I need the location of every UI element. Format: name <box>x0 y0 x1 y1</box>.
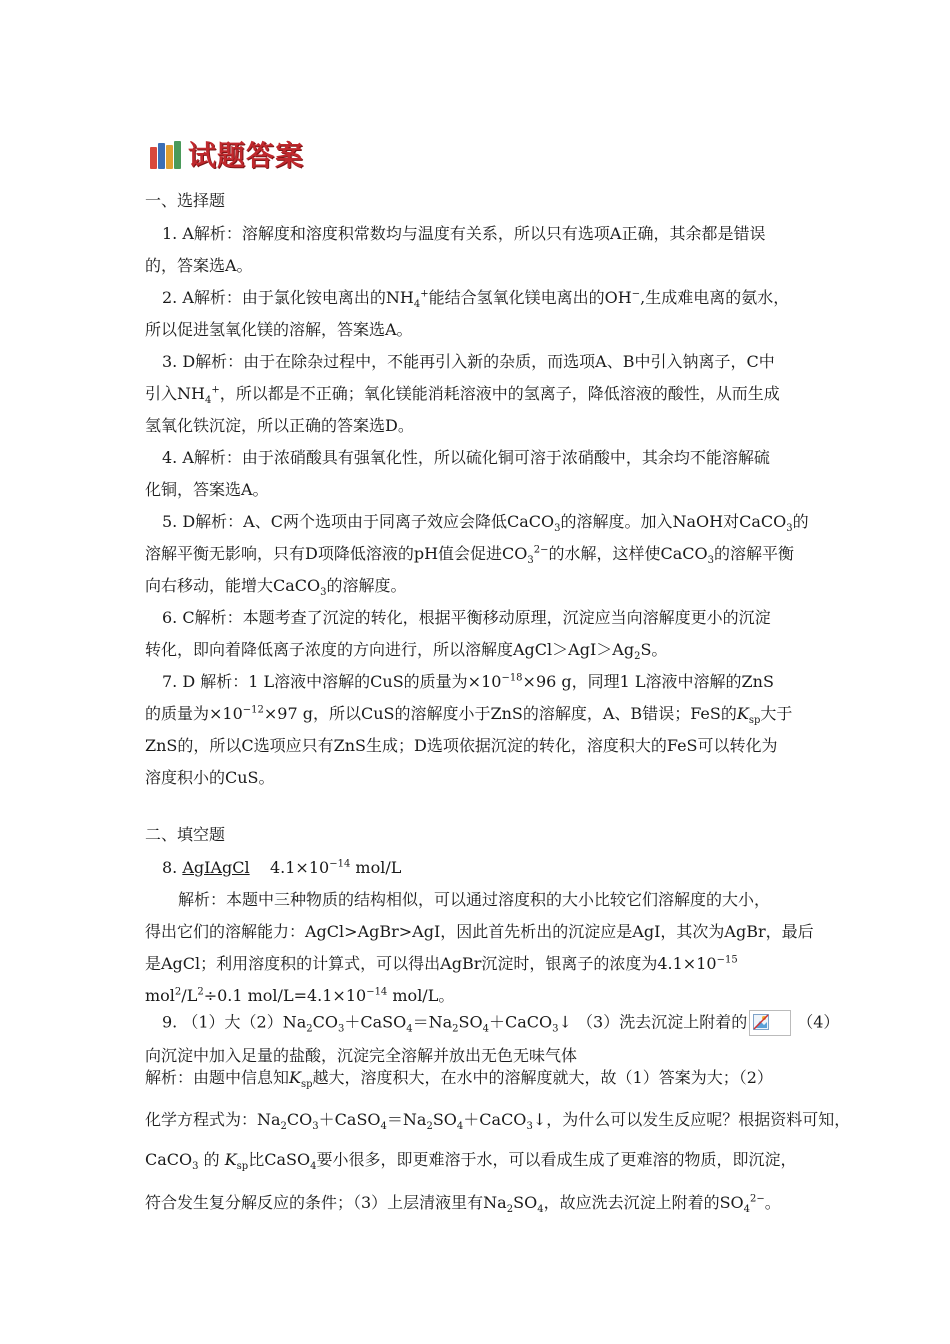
q3-line-3: 氢氧化铁沉淀，所以正确的答案选D。 <box>145 416 414 435</box>
q6-line-1: 6. C解析：本题考查了沉淀的转化，根据平衡移动原理，沉淀应当向溶解度更小的沉淀 <box>162 608 771 627</box>
q1-line-1: 1. A解析：溶解度和溶度积常数均与温度有关系，所以只有选项A正确，其余都是错误 <box>162 224 766 243</box>
section-heading-fill: 二、填空题 <box>145 825 226 844</box>
q7-line-3: ZnS的，所以C选项应只有ZnS生成；D选项依据沉淀的转化，溶度积大的FeS可以转化为 <box>145 736 778 755</box>
q2-line-2: 所以促进氢氧化镁的溶解，答案选A。 <box>145 320 413 339</box>
q8-answer-line: 8. AgIAgCl $4.1\times 10^{-14}$ mol/L <box>162 858 402 877</box>
q8-analysis-3: 是AgCl；利用溶度积的计算式，可以得出AgBr沉淀时，银离子的浓度为$4.1\times 10^{-15}$ <box>145 954 738 973</box>
q5-line-3: 向右移动，能增大CaCO$_3$的溶解度。 <box>145 576 407 599</box>
books-icon <box>148 139 184 169</box>
q3-line-2: 引入$NH_4^+$，所以都是不正确；氧化镁能消耗溶液中的氢离子，降低溶液的酸性，从而生成 <box>145 384 780 407</box>
answer-header <box>148 134 304 174</box>
q8-analysis-4: $mol^2/L^2\div 0.1$ mol/$L=4.1\times 10^{-14}$ mol/L。 <box>145 986 455 1005</box>
q3-line-1: 3. D解析：由于在除杂过程中，不能再引入新的杂质，而选项A、B中引入钠离子，C中 <box>162 352 775 371</box>
q6-line-2: 转化，即向着降低离子浓度的方向进行，所以溶解度$AgCl>AgI>Ag_2S$。 <box>145 640 668 663</box>
q7-line-1: 7. D 解析：1 L溶液中溶解的CuS的质量为$\times 10^{-18}\times 96$ g，同理1 L溶液中溶解的ZnS <box>162 672 774 691</box>
q9-analysis-2: 化学方程式为：$Na_2CO_3+CaSO_4=Na_2SO_4+CaCO_3↓$，为什么可以发生反应呢？根据资料可知， <box>145 1110 851 1133</box>
q9-analysis-3: CaCO$_3$ 的 $K_{sp}$比CaSO$_4$要小很多，即更难溶于水，可以看成生成了更难溶的物质，即沉淀， <box>145 1150 797 1173</box>
header-title: 试题答案 <box>188 139 305 172</box>
q9-answer-line-2: 向沉淀中加入足量的盐酸，沉淀完全溶解并放出无色无味气体 <box>145 1046 578 1065</box>
q8-analysis-1: 解析：本题中三种物质的结构相似，可以通过溶度积的大小比较它们溶解度的大小， <box>178 890 771 909</box>
q7-line-2: 的质量为$\times 10^{-12}\times 97$ g，所以CuS的溶解度小于ZnS的溶解度，A、B错误；FeS的$K_{sp}$大于 <box>145 704 793 727</box>
section-heading-choice: 一、选择题 <box>145 191 226 210</box>
q4-line-2: 化铜，答案选A。 <box>145 480 269 499</box>
q7-line-4: 溶度积小的CuS。 <box>145 768 275 787</box>
q1-line-2: 的，答案选A。 <box>145 256 253 275</box>
q8-answer: AgIAgCl <box>182 858 250 877</box>
q8-analysis-2: 得出它们的溶解能力：AgCl>AgBr>AgI，因此首先析出的沉淀应是AgI，其次为AgBr，最后 <box>145 922 814 941</box>
q2-line-1: 2. A解析：由于氯化铵电离出的$NH_4^+$能结合氢氧化镁电离出的OH−,生成难电离的氨水， <box>162 288 790 311</box>
q5-line-2: 溶解平衡无影响，只有D项降低溶液的pH值会促进$CO_3^{2-}$的水解，这样使CaCO$_3$的溶解平衡 <box>145 544 795 567</box>
q9-answer-line: 9. （1）大$(2)Na_2CO_3+CaSO_4=Na_2SO_4+CaCO_3↓$ （3）洗去沉淀上附着的 （4） <box>162 1010 827 1036</box>
broken-image-icon <box>749 1010 791 1036</box>
q9-analysis-1: 解析：由题中信息知$K_{sp}$越大，溶度积大，在水中的溶解度就大，故（1）答案为大；（2） <box>145 1068 773 1091</box>
q5-line-1: 5. D解析：A、C两个选项由于同离子效应会降低CaCO$_3$的溶解度。加入NaOH对CaCO$_3$的 <box>162 512 809 535</box>
q4-line-1: 4. A解析：由于浓硝酸具有强氧化性，所以硫化铜可溶于浓硝酸中，其余均不能溶解硫 <box>162 448 770 467</box>
q9-analysis-4: 符合发生复分解反应的条件；（3）上层清液里有$Na_2SO_4$，故应洗去沉淀上附着的$SO_4^{2-}$。 <box>145 1193 781 1216</box>
